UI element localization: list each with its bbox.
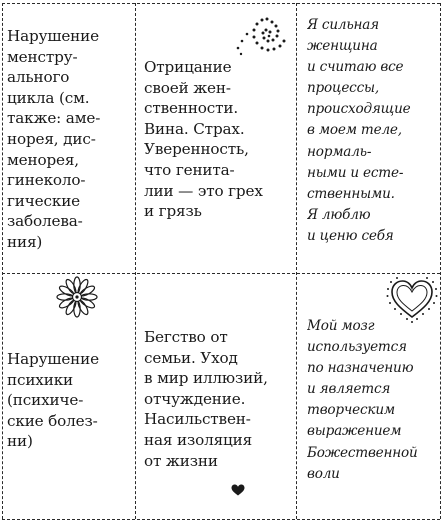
text-line: от жизни <box>144 451 218 470</box>
row1-affirmation-cell <box>307 15 439 247</box>
small-heart-icon <box>231 484 245 496</box>
text-line: творческим <box>307 402 395 419</box>
table-column-divider-1 <box>135 3 136 519</box>
row2-affirmation-cell <box>307 316 439 485</box>
row1-cause-cell <box>144 57 294 222</box>
text-line: заболева- <box>7 212 83 231</box>
text-line: ни) <box>7 432 33 451</box>
text-line: Нарушение <box>7 350 99 368</box>
text-line: Мой мозг <box>307 318 375 334</box>
row2-problem-cell <box>7 349 133 452</box>
text-line: происходящие <box>307 101 411 118</box>
table-row-divider <box>2 273 440 274</box>
table-column-divider-2 <box>296 3 297 519</box>
table-right-border <box>440 3 441 519</box>
text-line: Бегство от <box>144 328 228 346</box>
text-line: процессы, <box>307 80 379 97</box>
text-line: также: аме- <box>7 109 101 128</box>
text-line: ными и есте- <box>307 164 404 181</box>
text-line: гинеколо- <box>7 171 86 190</box>
text-line: в мир иллюзий, <box>144 369 268 388</box>
text-line: психики <box>7 370 74 389</box>
text-line: по назначению <box>307 360 414 377</box>
text-line: воли <box>307 465 340 482</box>
heart-outline-icon <box>386 277 438 323</box>
text-line: что генита- <box>144 160 235 179</box>
text-line: Уверенность, <box>144 140 249 159</box>
text-line: нормаль- <box>307 143 372 160</box>
flower-doodle-icon <box>54 276 100 318</box>
table-left-border <box>2 3 3 519</box>
text-line: семьи. Уход <box>144 348 238 367</box>
row2-cause-cell <box>144 327 294 471</box>
text-line: и ценю себя <box>307 227 394 244</box>
text-line: норея, дис- <box>7 129 96 148</box>
text-line: Я люблю <box>307 206 371 223</box>
text-line: Вина. Страх. <box>144 119 245 138</box>
text-line: Насильствен- <box>144 410 251 429</box>
text-line: выражением <box>307 423 402 440</box>
text-line: ального <box>7 68 70 87</box>
text-line: лии — это грех <box>144 181 263 200</box>
text-line: Божественной <box>307 444 418 461</box>
table-top-border <box>2 3 440 4</box>
text-line: цикла (см. <box>7 88 90 107</box>
table-bottom-border <box>2 519 440 520</box>
text-line: в моем теле, <box>307 122 402 139</box>
text-line: (психиче- <box>7 391 84 410</box>
text-line: и грязь <box>144 202 202 221</box>
text-line: ная изоляция <box>144 430 253 449</box>
text-line: и считаю все <box>307 59 404 76</box>
text-line: своей жен- <box>144 78 231 97</box>
text-line: Нарушение <box>7 27 99 45</box>
text-line: менстру- <box>7 47 78 66</box>
text-line: и является <box>307 381 391 398</box>
spiral-doodle-icon <box>232 12 290 58</box>
row1-problem-cell <box>7 26 133 253</box>
text-line: используется <box>307 339 407 356</box>
text-line: Я сильная <box>307 17 379 33</box>
text-line: Отрицание <box>144 58 232 76</box>
text-line: отчуждение. <box>144 389 246 408</box>
text-line: ские болез- <box>7 411 98 430</box>
text-line: гические <box>7 191 81 210</box>
text-line: ния) <box>7 232 43 251</box>
text-line: менорея, <box>7 150 79 169</box>
text-line: ственными. <box>307 185 395 202</box>
text-line: ственности. <box>144 99 239 118</box>
text-line: женщина <box>307 38 378 55</box>
